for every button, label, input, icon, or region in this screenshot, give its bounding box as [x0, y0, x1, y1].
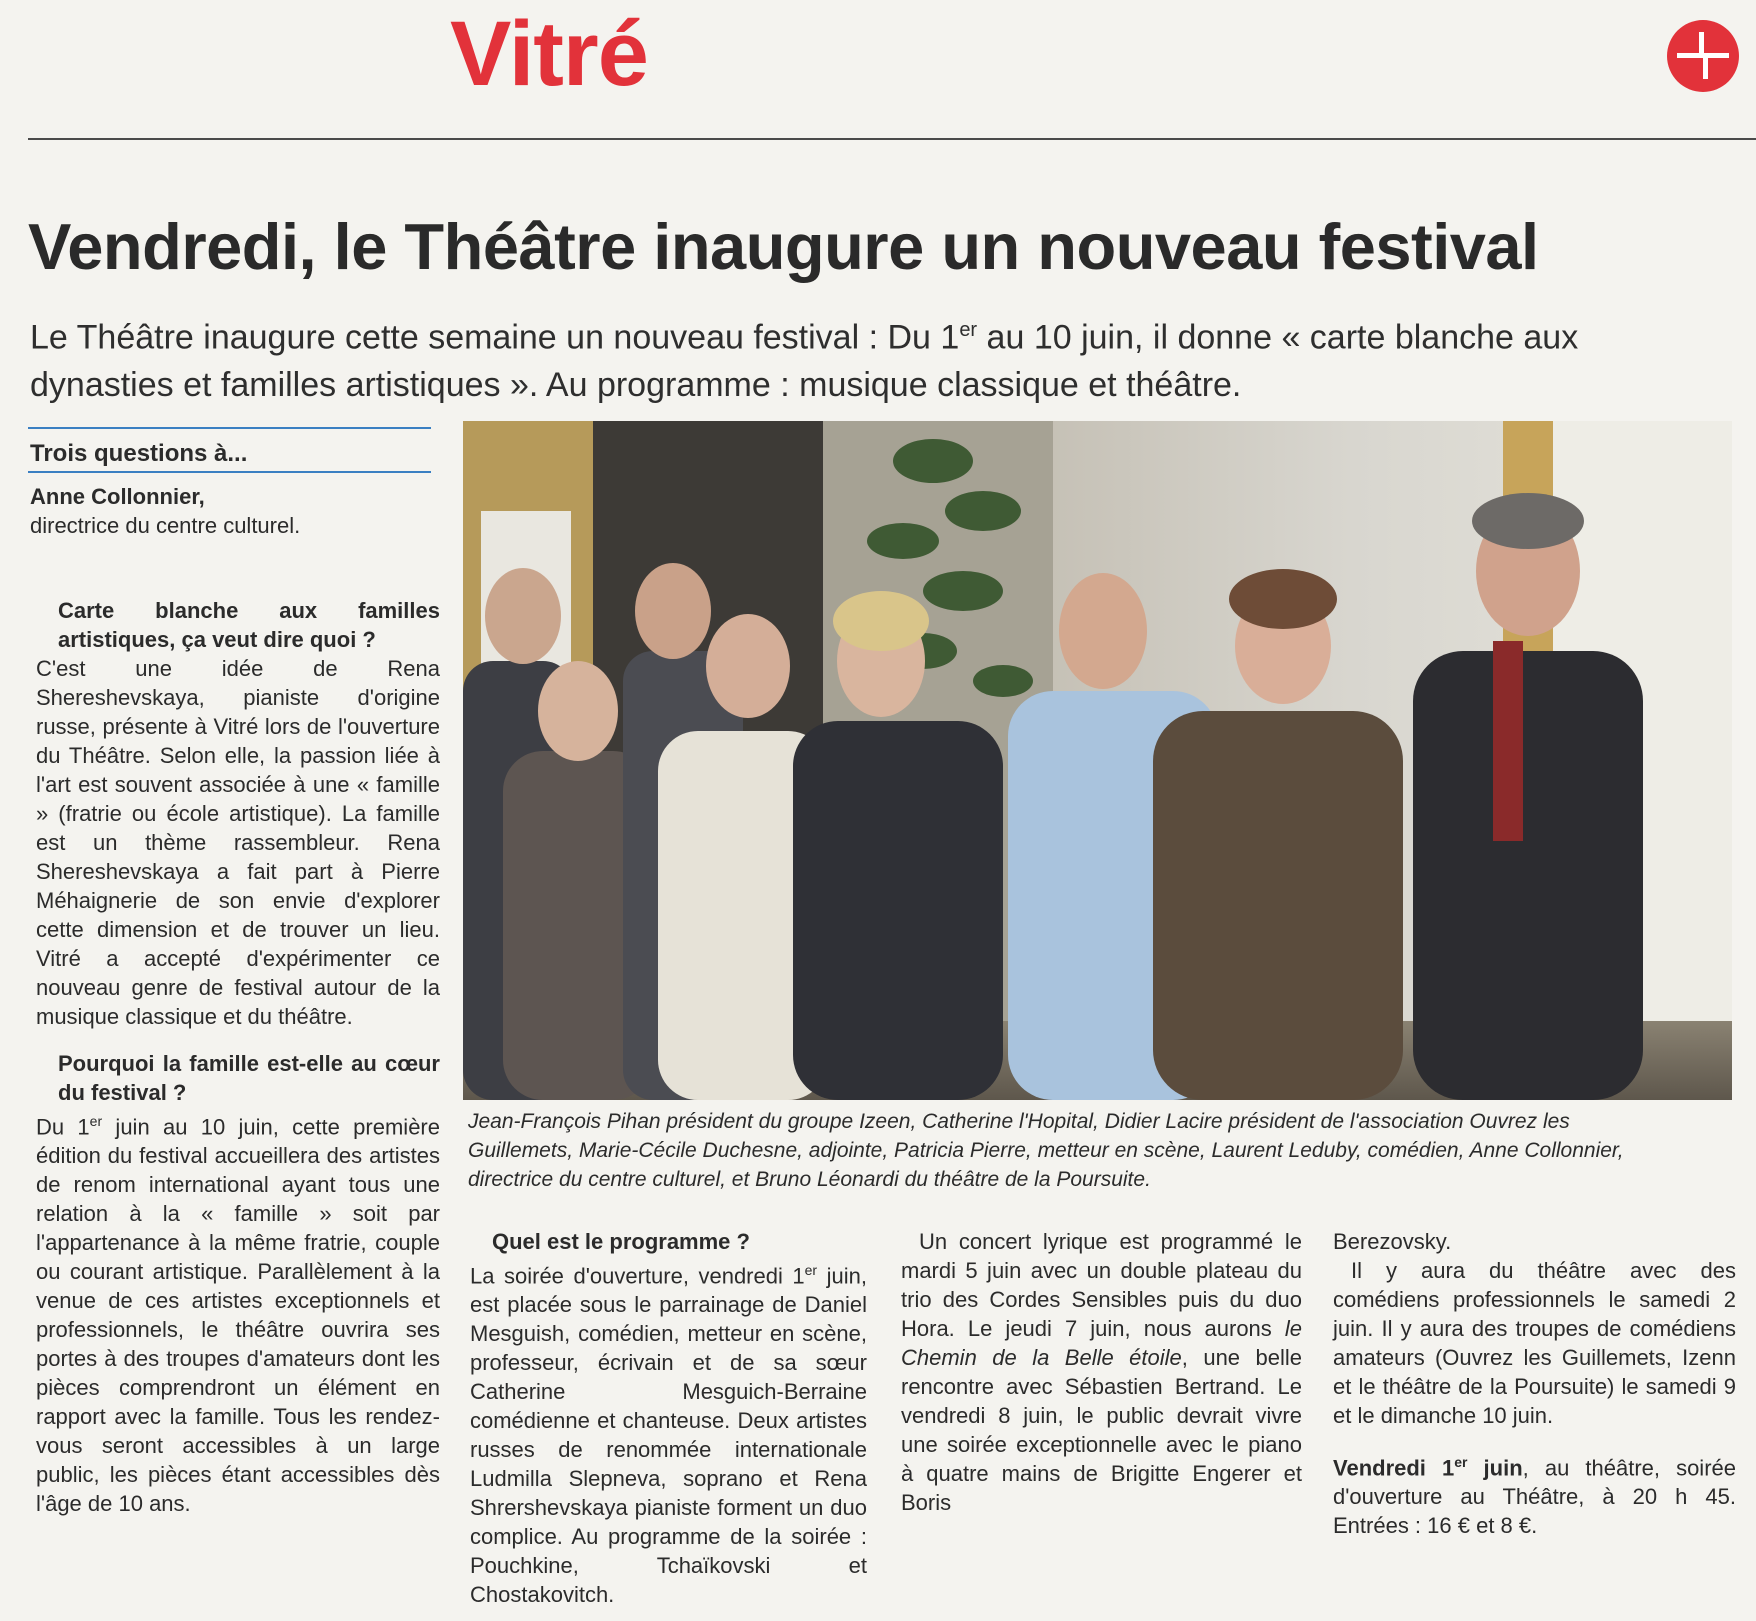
- interviewee-role: directrice du centre culturel.: [30, 513, 301, 538]
- answer-1: C'est une idée de Rena Shereshevskaya, pianiste d'origine russe, présente à Vitré lors de l'ouverture du Théâtre. Selon elle, la passion liée à l'art est souvent associée à une « famille » (fratrie ou école artistique). La famille est un thème rassembleur. Rena Shereshevskaya a fait part à Pierre Méhaignerie de son envie d'explorer cette dimension et de trouver un lieu. Vitré a accepté d'expérimenter ce nouveau genre de festival autour de la musique classique et du théâtre.: [36, 656, 440, 1029]
- section-city-title: Vitré: [450, 3, 648, 105]
- article-column-4: [1333, 1227, 1736, 1540]
- practical-info: Vendredi 1er juin, au théâtre, soirée d'ouverture au Théâtre, à 20 h 45. Entrées : 16 € et 8 €.: [1333, 1454, 1736, 1539]
- answer-3-continued: Un concert lyrique est programmé le mardi 5 juin avec un double plateau du trio des Cordes Sensibles puis du duo Hora. Le jeudi 7 juin, nous aurons le Chemin de la Belle étoile, une belle rencontre avec Sébastien Bertrand. Le vendredi 8 juin, le public devrait vivre une soirée exceptionnelle avec le piano à quatre mains de Brigitte Engerer et Boris: [901, 1229, 1302, 1515]
- box-rule-top: [28, 427, 431, 429]
- question-3: Quel est le programme ?: [492, 1229, 750, 1254]
- answer-2: Du 1er juin au 10 juin, cette première édition du festival accueillera des artistes de renom international ayant tous une relation à la « famille » soit par l'appartenance à la même fratrie, couple ou courant artistique. Parallèlement à la venue de ces artistes exceptionnels et professionnels, le théâtre ouvrira ses portes à des troupes d'amateurs dont les pièces comprendront un élément en rapport avec la famille. Tous les rendez-vous seront accessibles à un large public, les pièces étant accessibles dès l'âge de 10 ans.: [36, 1113, 440, 1517]
- interview-box-title: Trois questions à...: [30, 440, 248, 467]
- group-photo: [463, 421, 1732, 1100]
- answer-3: La soirée d'ouverture, vendredi 1er juin, est placée sous le parrainage de Daniel Mesguish, comédien, metteur en scène, professeur, écrivain et de sa sœur Catherine Mesguich-Berraine comédienne et chanteuse. Deux artistes russes de renommée internationale Ludmilla Slepneva, soprano et Rena Shrershevskaya pianiste forment un duo complice. Au programme de la soirée : Pouchkine, Tchaïkovski et Chostakovitch.: [470, 1262, 867, 1608]
- article-column-3: [901, 1227, 1302, 1517]
- lead-paragraph: Le Théâtre inaugure cette semaine un nouveau festival : Du 1er au 10 juin, il donne « carte blanche aux dynasties et familles artistiques ». Au programme : musique classique et théâtre.: [30, 318, 1579, 405]
- question-2: Pourquoi la famille est-elle au cœur du festival ?: [58, 1051, 440, 1105]
- article-column-2: [470, 1227, 867, 1609]
- answer-3-theatre: Il y aura du théâtre avec des comédiens professionnels le samedi 2 juin. Il y aura des troupes de comédiens amateurs (Ouvrez les Guillemets, Izenn et le théâtre de la Poursuite) le samedi 9 et le dimanche 10 juin.: [1333, 1258, 1736, 1428]
- headline: Vendredi, le Théâtre inaugure un nouveau festival: [28, 210, 1539, 283]
- header-rule: [28, 138, 1756, 140]
- ouest-france-logo-icon: [1665, 18, 1741, 94]
- interviewee-name: Anne Collonnier,: [30, 484, 205, 509]
- question-1: Carte blanche aux familles artistiques, ça veut dire quoi ?: [58, 598, 440, 652]
- answer-3-end: Berezovsky.: [1333, 1229, 1452, 1254]
- article-column-1: [36, 596, 440, 1518]
- box-rule-bottom: [28, 471, 431, 473]
- photo-caption: Jean-François Pihan président du groupe Izeen, Catherine l'Hopital, Didier Lacire président de l'association Ouvrez les Guillemets, Marie-Cécile Duchesne, adjointe, Patricia Pierre, metteur en scène, Laurent Leduby, comédien, Anne Collonnier, directrice du centre culturel, et Bruno Léonardi du théâtre de la Poursuite.: [468, 1110, 1624, 1191]
